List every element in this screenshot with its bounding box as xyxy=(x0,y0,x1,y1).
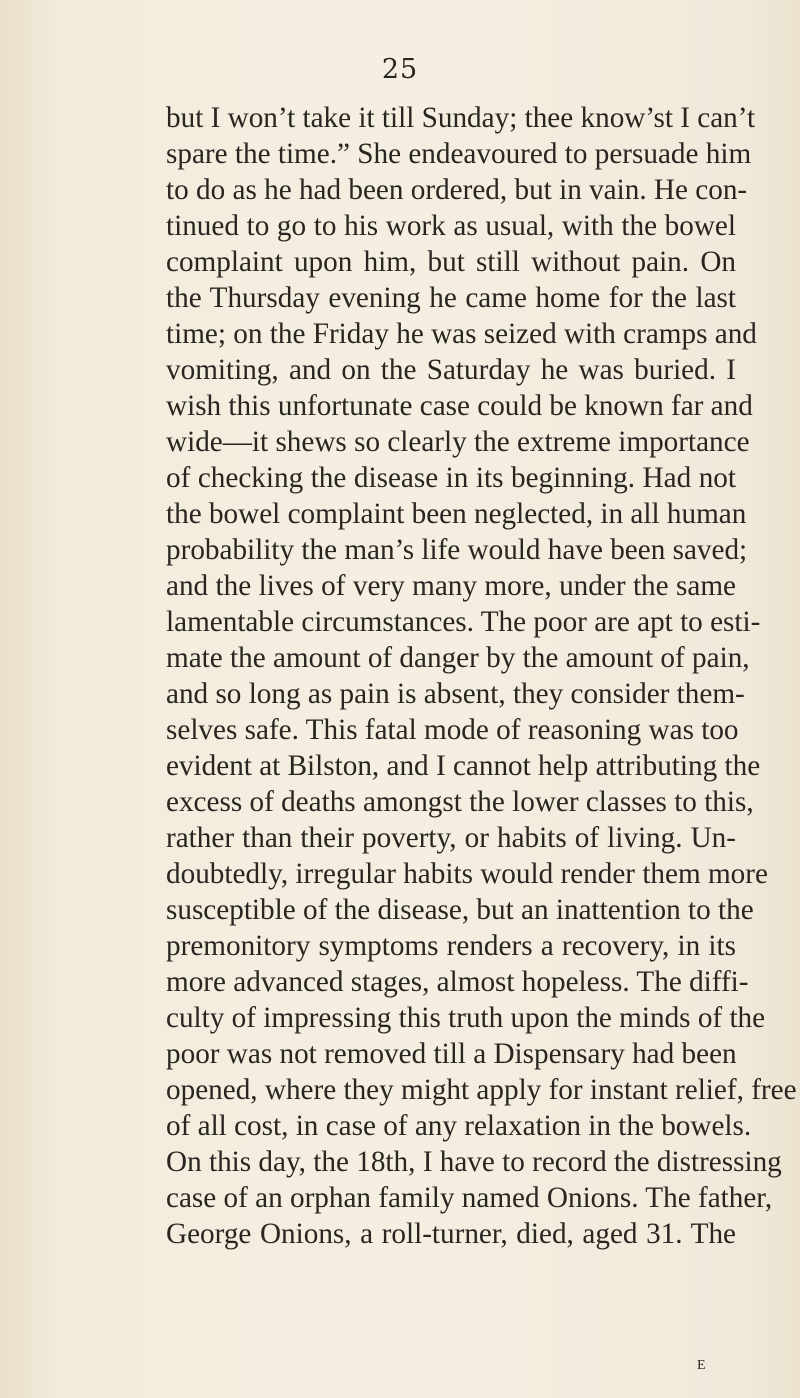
text-line: premonitory symptoms renders a recovery, in its xyxy=(166,930,736,962)
text-line: the bowel complaint been neglected, in all human xyxy=(166,498,747,530)
text-line: and the lives of very many more, under the same xyxy=(166,570,736,602)
text-line: vomiting, and on the Saturday he was buried. I xyxy=(166,354,736,386)
text-line: time; on the Friday he was seized with cramps and xyxy=(166,318,757,350)
text-line: wide—it shews so clearly the extreme importance xyxy=(166,426,750,458)
text-line: doubtedly, irregular habits would render them more xyxy=(166,858,768,890)
text-line: selves safe. This fatal mode of reasoning was too xyxy=(166,714,739,746)
text-line: of all cost, in case of any relaxation in the bowels. xyxy=(166,1110,752,1142)
text-line: On this day, the 18th, I have to record the distressing xyxy=(166,1146,782,1178)
text-line: susceptible of the disease, but an inattention to the xyxy=(166,894,754,926)
text-line: culty of impressing this truth upon the minds of the xyxy=(166,1002,766,1034)
text-line: but I won’t take it till Sunday; thee know’st I can’t xyxy=(166,102,756,134)
body-text xyxy=(166,100,797,1252)
signature-mark: E xyxy=(697,1358,706,1373)
text-line: George Onions, a roll-turner, died, aged 31. The xyxy=(166,1218,736,1250)
page-number: 25 xyxy=(381,54,419,85)
text-line: of checking the disease in its beginning. Had not xyxy=(166,462,736,494)
text-line: poor was not removed till a Dispensary had been xyxy=(166,1038,737,1070)
text-line: spare the time.” She endeavoured to persuade him xyxy=(166,138,752,170)
text-line: the Thursday evening he came home for the last xyxy=(166,282,736,314)
text-line: to do as he had been ordered, but in vain. He con- xyxy=(166,174,748,206)
text-line: opened, where they might apply for instant relief, free xyxy=(166,1074,797,1106)
text-line: rather than their poverty, or habits of living. Un- xyxy=(166,822,736,854)
text-line: excess of deaths amongst the lower classes to this, xyxy=(166,786,754,818)
text-line: case of an orphan family named Onions. The father, xyxy=(166,1182,773,1214)
text-line: tinued to go to his work as usual, with the bowel xyxy=(166,210,736,242)
text-line: complaint upon him, but still without pain. On xyxy=(166,246,736,278)
text-line: wish this unfortunate case could be known far and xyxy=(166,390,753,422)
text-line: more advanced stages, almost hopeless. The diffi- xyxy=(166,966,749,998)
text-line: evident at Bilston, and I cannot help attributing the xyxy=(166,750,761,782)
text-line: lamentable circumstances. The poor are apt to esti- xyxy=(166,606,761,638)
text-line: mate the amount of danger by the amount of pain, xyxy=(166,642,750,674)
text-line: and so long as pain is absent, they consider them- xyxy=(166,678,745,710)
text-line: probability the man’s life would have been saved; xyxy=(166,534,748,566)
